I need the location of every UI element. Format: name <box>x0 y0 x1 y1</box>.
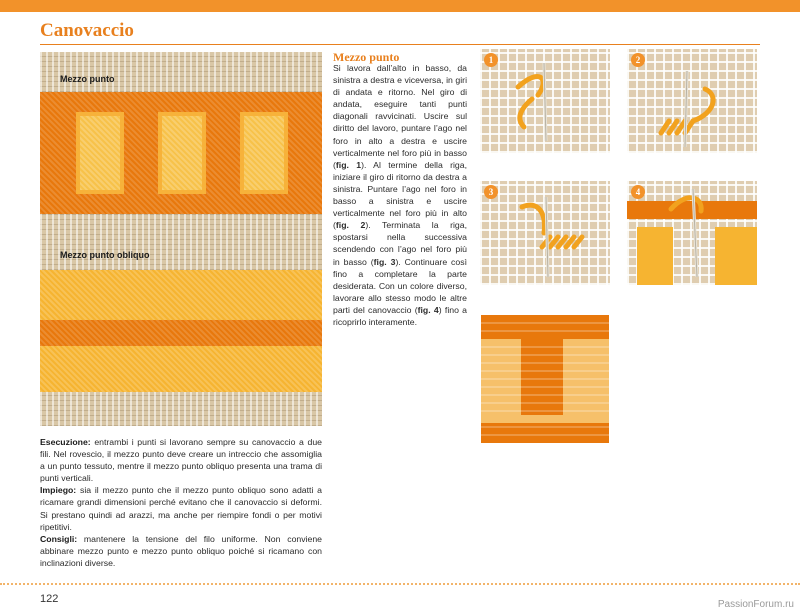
figure-number-badge: 2 <box>631 53 645 67</box>
page-title: Canovaccio <box>40 20 134 41</box>
photo-label-mezzo-punto: Mezzo punto <box>60 74 115 84</box>
instructions-paragraph: Si lavora dall’alto in basso, da sinistra a destra e viceversa, in giri di andata e ritorno. Nel giro di andata, eseguire tanti punti diagonali ravvicinati. Uscire sul diritto del lavoro, puntare l’ago nel foro in alto a destra e uscire verticalmente nel foro più in basso (fig. 1). Al termine della riga, iniziare il giro di ritorno da destra a sinistra. Puntare l’ago nel foro in basso a sinistra e uscire verticalmente nel foro più in alto (fig. 2). Terminata la riga, spostarsi nella successiva scendendo con l’ago nel foro più in basso (fig. 3). Continuare così fino a completare la parte desiderata. Con un colore diverso, lavorare allo stesso modo le altre parti del canovaccio (fig. 4) fino a ricoprirlo interamente. <box>333 63 467 327</box>
figure-4-stitch-step <box>627 181 757 285</box>
figure-number-badge: 3 <box>484 185 498 199</box>
figure-number-badge: 1 <box>484 53 498 67</box>
embroidery-sample-photo <box>40 52 322 426</box>
figure-2-stitch-step <box>627 49 757 153</box>
figure-1-stitch-step <box>480 49 610 153</box>
figure-number-badge: 4 <box>631 185 645 199</box>
stitch-pattern-diagram <box>481 315 609 443</box>
figure-3-stitch-step <box>480 181 610 285</box>
needle-illustration-4 <box>627 181 757 285</box>
watermark: PassionForum.ru <box>717 599 794 610</box>
title-divider <box>40 44 760 45</box>
page-number: 122 <box>40 593 59 605</box>
footer-dotted-rule <box>0 583 800 585</box>
description-text: Esecuzione: entrambi i punti si lavorano sempre su canovaccio a due fili. Nel rovescio, il mezzo punto deve creare un intreccio che assomiglia a un punto tessuto, mentre il mezzo punto obliquo presenta una trama di punti verticali. Impiego: sia il mezzo punto che il mezzo punto obliquo sono adatti a ricamare grandi dimensioni perché evitano che il canovaccio si deformi. Si prestano quindi ad arazzi, ma anche per riempire fondi o per motivi ripetitivi. Consigli: mantenere la tensione del filo uniforme. Non conviene abbinare mezzo punto e mezzo punto obliquo poiché si ricamano con inclinazioni diverse. <box>40 437 322 568</box>
needle-illustration-2 <box>627 49 757 153</box>
needle-illustration-1 <box>480 49 610 153</box>
section-title: Mezzo punto <box>333 50 400 64</box>
pattern-illustration <box>481 315 609 443</box>
top-color-bar <box>0 0 800 12</box>
needle-illustration-3 <box>480 181 610 285</box>
photo-label-mezzo-punto-obliquo: Mezzo punto obliquo <box>60 250 150 260</box>
